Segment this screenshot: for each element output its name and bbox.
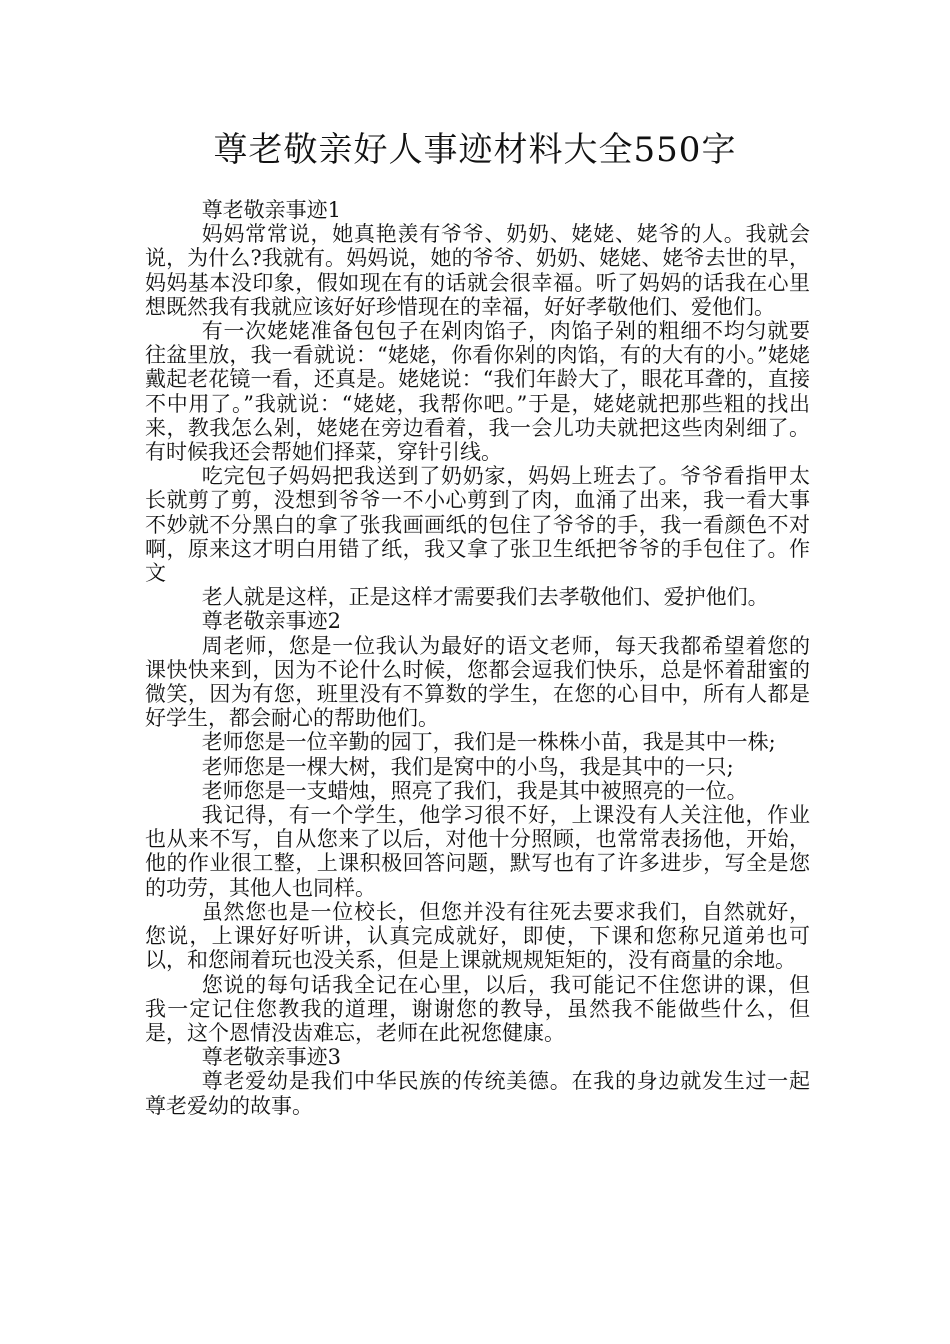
paragraph: 我记得，有一个学生，他学习很不好，上课没有人关注他，作业也从来不写，自从您来了以后，对他十分照顾，也常常表扬他，开始，他的作业很工整，上课积极回答问题，默写也有了许多进步，写全是您的功劳，其他人也同样。	[145, 803, 810, 900]
paragraph: 周老师，您是一位我认为最好的语文老师，每天我都希望着您的课快快来到，因为不论什么时候，您都会逗我们快乐，总是怀着甜蜜的微笑，因为有您，班里没有不算数的学生，在您的心目中，所有人都是好学生，都会耐心的帮助他们。	[145, 633, 810, 731]
paragraph: 老师您是一位辛勤的园丁，我们是一株株小苗，我是其中一株;	[201, 730, 776, 755]
paragraph: 老师您是一支蜡烛，照亮了我们，我是其中被照亮的一位。	[201, 778, 748, 803]
section-heading-3: 尊老敬亲事迹3	[201, 1045, 342, 1070]
paragraph: 虽然您也是一位校长，但您并没有往死去要求我们，自然就好，您说，上课好好听讲，认真完成就好，即使，下课和您称兄道弟也可以，和您闹着玩也没关系，但是上课就规规矩矩的，没有商量的余地。	[145, 899, 810, 973]
paragraph: 妈妈常常说，她真艳羡有爷爷、奶奶、姥姥、姥爷的人。我就会说，为什么?我就有。妈妈说，她的爷爷、奶奶、姥姥、姥爷去世的早，妈妈基本没印象，假如现在有的话就会很幸福。听了妈妈的话我在心里想既然我有我就应该好好珍惜现在的幸福，好好孝敬他们、爱他们。	[145, 222, 810, 319]
section-heading-2: 尊老敬亲事迹2	[201, 609, 342, 634]
page-title: 尊老敬亲好人事迹材料大全550字	[213, 130, 737, 170]
paragraph: 您说的每句话我全记在心里，以后，我可能记不住您讲的课，但我一定记住您教我的道理，谢谢您的教导，虽然我不能做些什么，但是，这个恩情没齿难忘，老师在此祝您健康。	[145, 972, 810, 1045]
paragraph: 有一次姥姥准备包包子在剁肉馅子，肉馅子剁的粗细不均匀就要往盆里放，我一看就说：“姥姥，你看你剁的肉馅，有的大有的小。”姥姥戴起老花镜一看，还真是。姥姥说：“我们年龄大了，眼花耳聋的，直接不中用了。”我就说：“姥姥，我帮你吧。”于是，姥姥就把那些粗的找出来，教我怎么剁，姥姥在旁边看着，我一会儿功夫就把这些肉剁细了。有时候我还会帮她们择菜，穿针引线。	[145, 319, 810, 465]
paragraph: 吃完包子妈妈把我送到了奶奶家，妈妈上班去了。爷爷看指甲太长就剪了剪，没想到爷爷一不小心剪到了肉，血涌了出来，我一看大事不妙就不分黑白的拿了张我画画纸的包住了爷爷的手，我一看颜色不对啊，原来这才明白用错了纸，我又拿了张卫生纸把爷爷的手包住了。作文	[145, 464, 810, 586]
paragraph: 老师您是一棵大树，我们是窝中的小鸟，我是其中的一只;	[201, 754, 734, 779]
paragraph: 老人就是这样，正是这样才需要我们去孝敬他们、爱护他们。	[201, 585, 769, 610]
paragraph: 尊老爱幼是我们中华民族的传统美德。在我的身边就发生过一起尊老爱幼的故事。	[145, 1069, 810, 1118]
document-body	[145, 198, 810, 1118]
section-heading-1: 尊老敬亲事迹1	[201, 198, 342, 222]
